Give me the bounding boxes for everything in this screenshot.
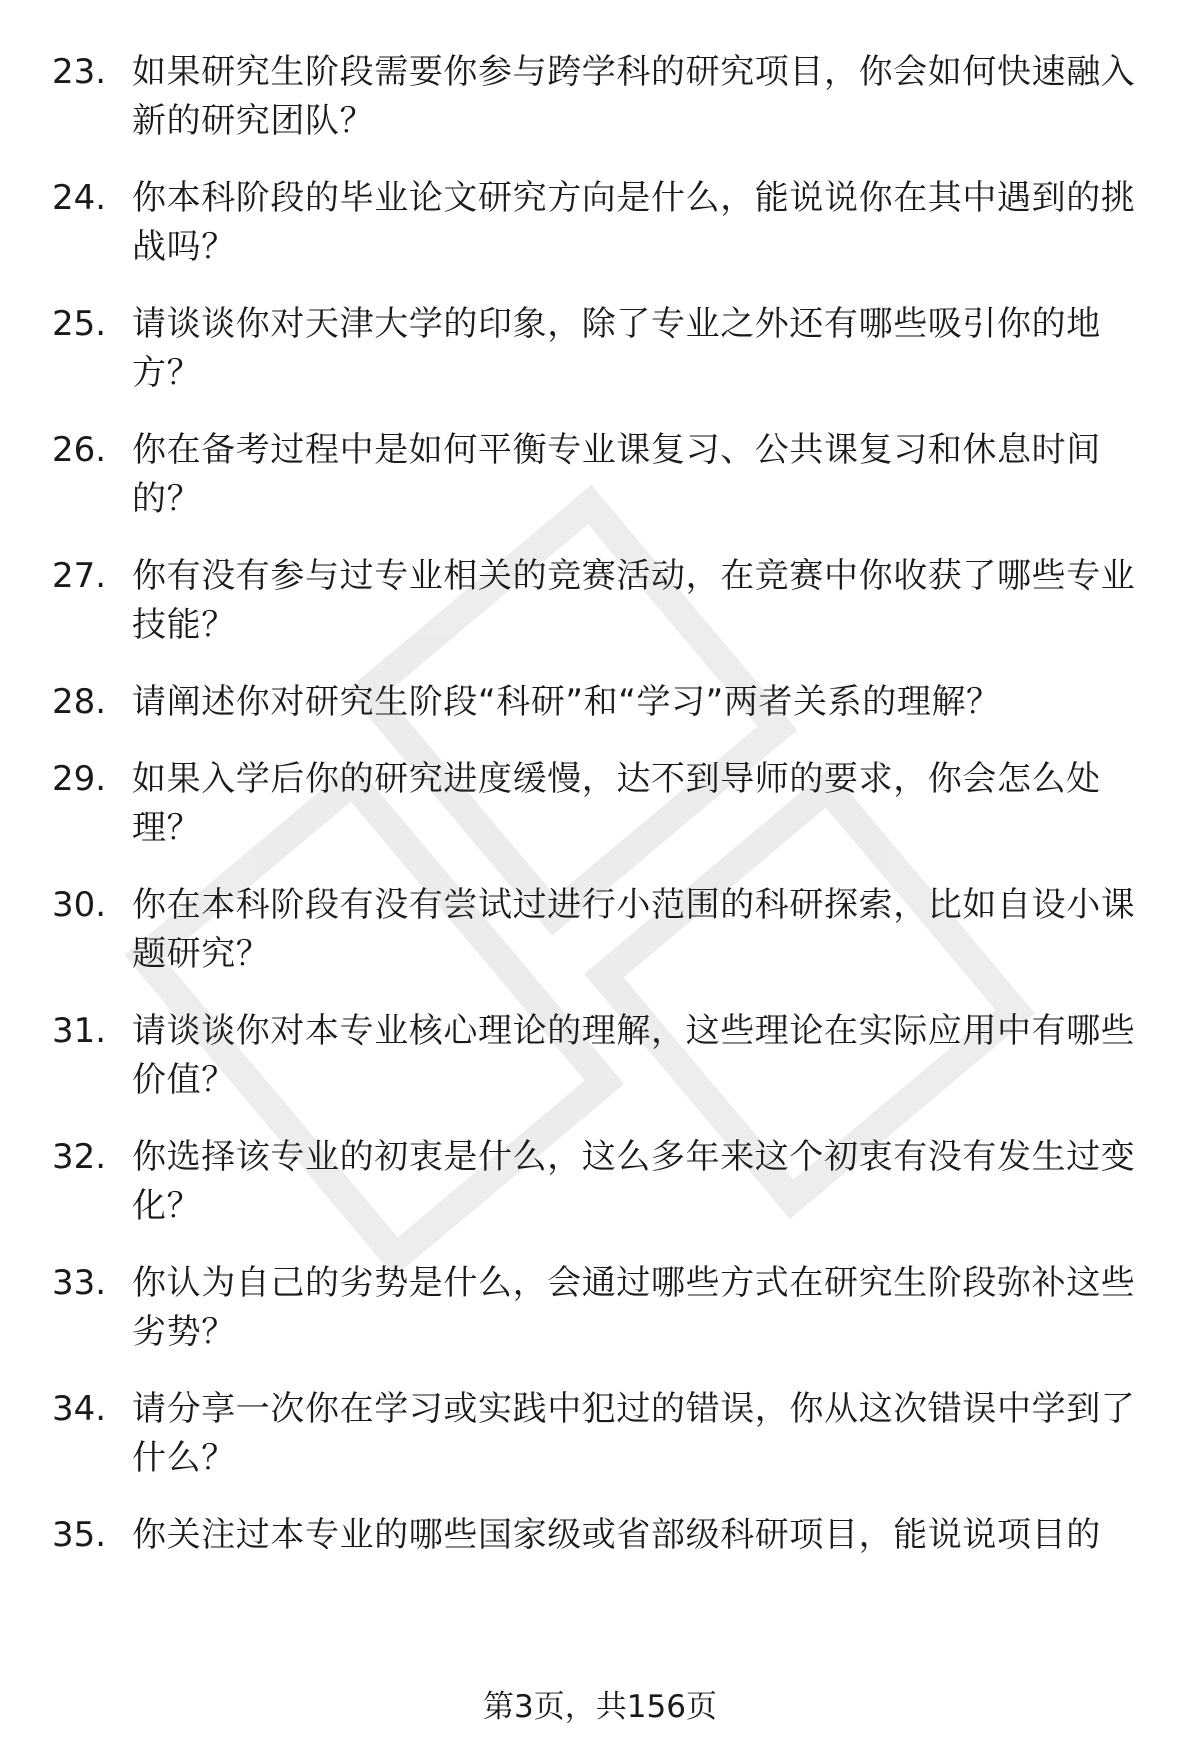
question-text: 请谈谈你对天津大学的印象，除了专业之外还有哪些吸引你的地方？ (132, 304, 1101, 393)
list-item (52, 174, 1152, 272)
question-text: 你认为自己的劣势是什么，会通过哪些方式在研究生阶段弥补这些劣势？ (132, 1263, 1136, 1352)
question-text: 如果入学后你的研究进度缓慢，达不到导师的要求，你会怎么处理？ (132, 759, 1101, 848)
question-number: 32. (52, 1137, 107, 1177)
list-item (52, 1007, 1152, 1105)
question-number: 23. (52, 52, 107, 92)
list-item (52, 755, 1152, 853)
question-number: 34. (52, 1389, 107, 1429)
question-text: 请分享一次你在学习或实践中犯过的错误，你从这次错误中学到了什么？ (132, 1389, 1136, 1478)
list-item (52, 1385, 1152, 1483)
question-number: 24. (52, 178, 107, 218)
list-item (52, 552, 1152, 650)
question-text: 请阐述你对研究生阶段“科研”和“学习”两者关系的理解？ (132, 682, 1001, 722)
question-text: 请谈谈你对本专业核心理论的理解，这些理论在实际应用中有哪些价值？ (132, 1011, 1136, 1100)
question-number: 30. (52, 885, 107, 925)
question-text: 你在本科阶段有没有尝试过进行小范围的科研探索，比如自设小课题研究？ (132, 885, 1136, 974)
list-item (52, 1259, 1152, 1357)
list-item (52, 1133, 1152, 1231)
question-text: 你本科阶段的毕业论文研究方向是什么，能说说你在其中遇到的挑战吗？ (132, 178, 1136, 267)
question-text: 你有没有参与过专业相关的竞赛活动，在竞赛中你收获了哪些专业技能？ (132, 556, 1136, 645)
page-number-footer: 第3页，共156页 (483, 1689, 717, 1725)
question-number: 27. (52, 556, 107, 596)
question-number: 25. (52, 304, 107, 344)
list-item (52, 48, 1152, 146)
list-item (52, 426, 1152, 524)
question-text: 你选择该专业的初衷是什么，这么多年来这个初衷有没有发生过变化？ (132, 1137, 1136, 1226)
list-item (52, 881, 1152, 979)
list-item (52, 678, 1152, 727)
question-number: 31. (52, 1011, 107, 1051)
question-text: 你关注过本专业的哪些国家级或省部级科研项目，能说说项目的 (132, 1515, 1101, 1555)
question-number: 35. (52, 1515, 107, 1555)
question-text: 如果研究生阶段需要你参与跨学科的研究项目，你会如何快速融入新的研究团队？ (132, 52, 1136, 141)
question-number: 33. (52, 1263, 107, 1303)
question-number: 29. (52, 759, 107, 799)
question-number: 26. (52, 430, 107, 470)
question-text: 你在备考过程中是如何平衡专业课复习、公共课复习和休息时间的？ (132, 430, 1101, 519)
list-item (52, 1511, 1152, 1560)
question-list (52, 48, 1152, 1588)
list-item (52, 300, 1152, 398)
question-number: 28. (52, 682, 107, 722)
